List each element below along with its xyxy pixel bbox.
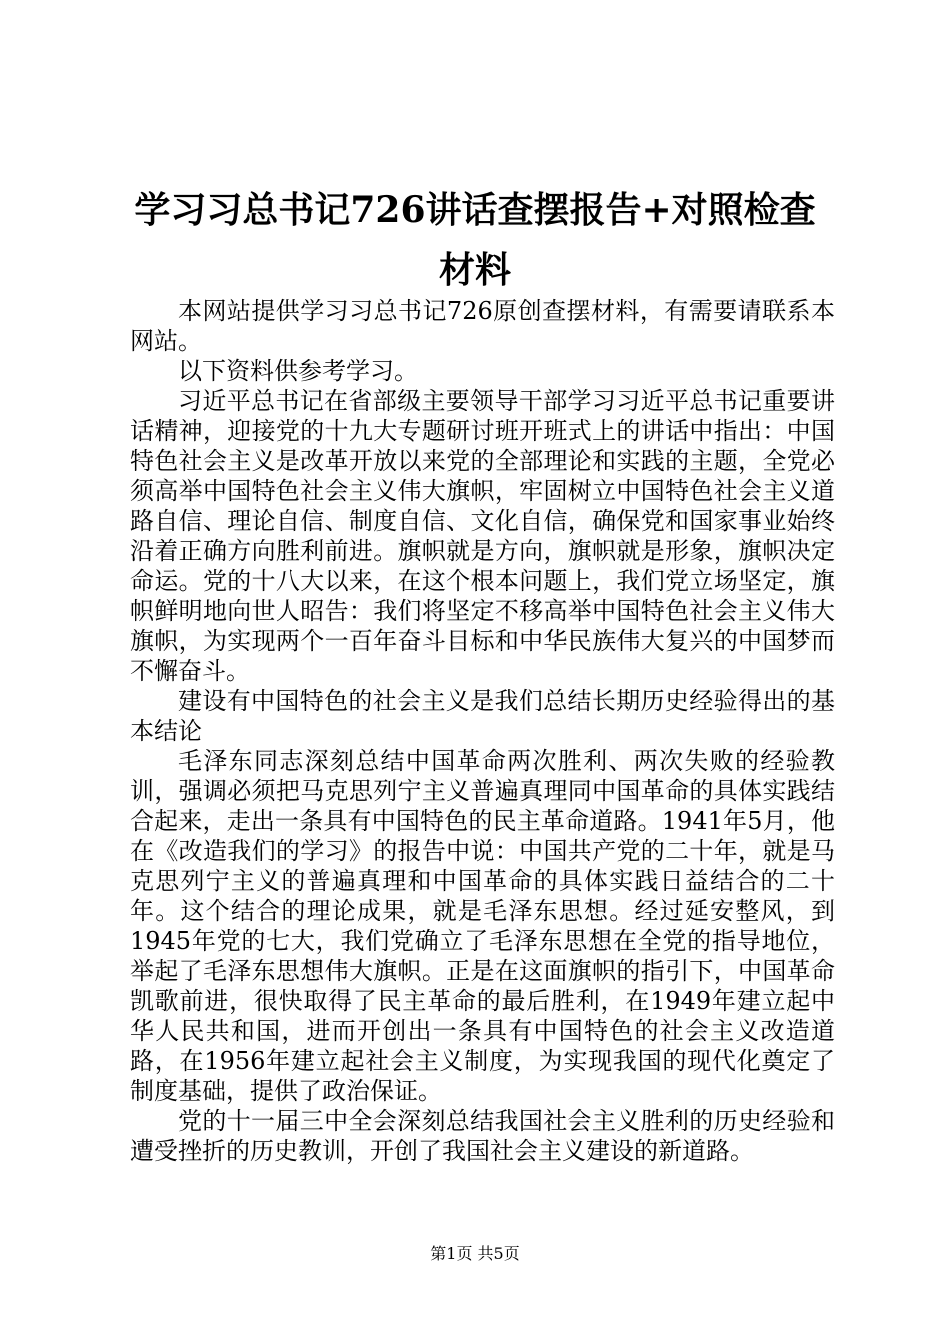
paragraph-history: 毛泽东同志深刻总结中国革命两次胜利、两次失败的经验教训，强调必须把马克思列宁主义普遍真理同中国革命的具体实践结合起来，走出一条具有中国特色的民主革命道路。1941年5月，他在《改造我们的学习》的报告中说：中国共产党的二十年，就是马克思列宁主义的普遍真理和中国革命的具体实践日益结合的二十年。这个结合的理论成果，就是毛泽东思想。经过延安整风，到1945年党的七大，我们党确立了毛泽东思想在全党的指导地位，举起了毛泽东思想伟大旗帜。正是在这面旗帜的指引下，中国革命凯歌前进，很快取得了民主革命的最后胜利，在1949年建立起中华人民共和国，进而开创出一条具有中国特色的社会主义改造道路，在1956年建立起社会主义制度，为实现我国的现代化奠定了制度基础，提供了政治保证。	[130, 747, 835, 1105]
paragraph-speech: 习近平总书记在省部级主要领导干部学习习近平总书记重要讲话精神，迎接党的十九大专题研讨班开班式上的讲话中指出：中国特色社会主义是改革开放以来党的全部理论和实践的主题，全党必须高举中国特色社会主义伟大旗帜，牢固树立中国特色社会主义道路自信、理论自信、制度自信、文化自信，确保党和国家事业始终沿着正确方向胜利前进。旗帜就是方向，旗帜就是形象，旗帜决定命运。党的十八大以来，在这个根本问题上，我们党立场坚定，旗帜鲜明地向世人昭告：我们将坚定不移高举中国特色社会主义伟大旗帜，为实现两个一百年奋斗目标和中华民族伟大复兴的中国梦而不懈奋斗。	[130, 387, 835, 685]
paragraph-intro: 本网站提供学习习总书记726原创查摆材料，有需要请联系本网站。	[130, 297, 835, 355]
page-number-footer: 第1页 共5页	[430, 1244, 520, 1263]
document-body	[130, 296, 835, 1166]
paragraph-heading: 建设有中国特色的社会主义是我们总结长期历史经验得出的基本结论	[130, 687, 835, 745]
paragraph-reference: 以下资料供参考学习。	[178, 357, 418, 385]
document-title: 学习习总书记726讲话查摆报告+对照检查材料	[134, 189, 816, 291]
paragraph-third-plenum: 党的十一届三中全会深刻总结我国社会主义胜利的历史经验和遭受挫折的历史教训，开创了我国社会主义建设的新道路。	[130, 1107, 835, 1165]
